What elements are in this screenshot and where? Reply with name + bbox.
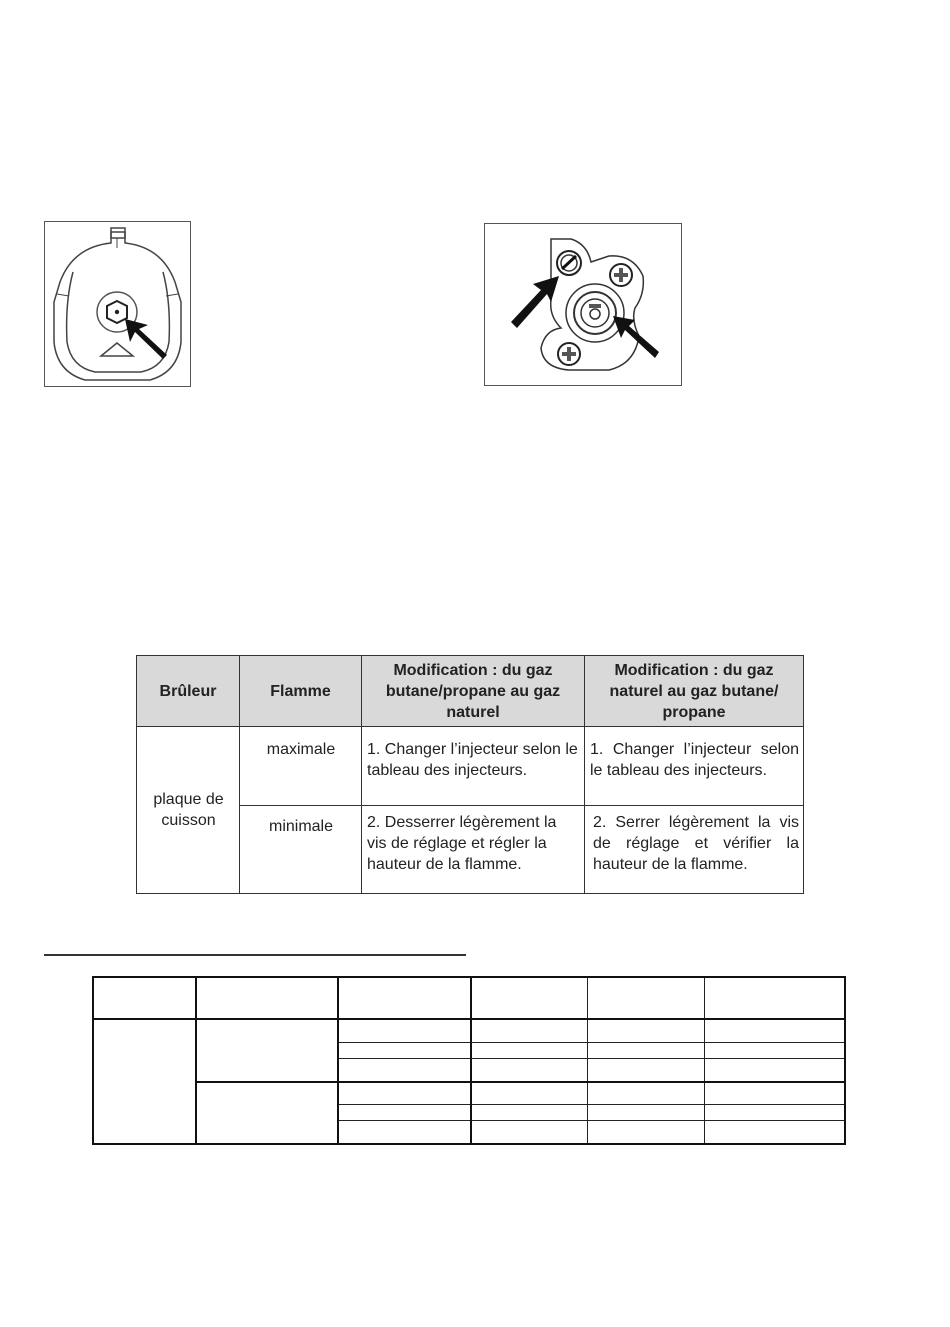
table-row [93,1082,845,1105]
injector-cell [587,1082,704,1105]
injector-cell [338,1019,471,1042]
injector-cell [338,1042,471,1058]
gas-modification-table [136,655,804,894]
injector-cell [338,1121,471,1144]
gas-tap-diagram [485,224,681,385]
to-natural-min-cell: 2. Desserrer légèrement la vis de réglage et régler la hauteur de la flamme. [362,806,585,894]
plus-screw-icon [610,264,632,286]
gas-tap-figure [484,223,682,386]
adjust-screw-icon [557,251,581,275]
header-to-butane-propane: Modification : du gaz naturel au gaz butane/ propane [585,656,804,727]
flame-min-cell: minimale [240,806,362,894]
injector-cell [587,1058,704,1081]
injector-cell [471,1121,587,1144]
section-divider [44,954,466,956]
injector-flame-cell [196,1082,338,1145]
flame-max-cell: maximale [240,727,362,806]
injector-header-cell [587,977,704,1019]
plus-screw-icon [558,343,580,365]
injector-burner-cell [93,1019,196,1144]
injector-table [92,976,846,1145]
injector-header-cell [196,977,338,1019]
injector-cell [704,1042,845,1058]
table-row [93,1019,845,1042]
header-burner: Brûleur [137,656,240,727]
injector-cell [338,1058,471,1081]
injector-header-cell [338,977,471,1019]
burner-cell: plaque de cuisson [137,727,240,894]
to-butane-min-cell: 2. Serrer légèrement la vis de réglage et vérifier la hauteur de la flamme. [585,806,804,894]
injector-cell [471,1082,587,1105]
hex-nut-icon [107,301,127,323]
injector-cell [587,1019,704,1042]
injector-header-cell [93,977,196,1019]
injector-cell [587,1042,704,1058]
header-flame: Flamme [240,656,362,727]
injector-header-cell [704,977,845,1019]
injector-flame-cell [196,1019,338,1082]
table-header-row [137,656,804,727]
injector-header-row [93,977,845,1019]
injector-cell [471,1042,587,1058]
burner-injector-figure [44,221,191,387]
injector-cell [704,1019,845,1042]
injector-cell [471,1105,587,1121]
injector-cell [704,1105,845,1121]
header-to-natural-gas: Modification : du gaz butane/propane au gaz naturel [362,656,585,727]
injector-cell [587,1121,704,1144]
arrow-icon [511,276,559,328]
to-natural-max-cell: 1. Changer l’injecteur selon le tableau des injecteurs. [362,727,585,806]
injector-cell [471,1019,587,1042]
arrow-icon [613,316,659,358]
to-butane-max-cell: 1. Changer l’injecteur selon le tableau des injecteurs. [585,727,804,806]
injector-cell [471,1058,587,1081]
injector-header-cell [471,977,587,1019]
table-row [137,727,804,806]
injector-cell [338,1082,471,1105]
arrow-icon [125,319,167,359]
injector-cell [587,1105,704,1121]
injector-cell [704,1058,845,1081]
injector-cell [338,1105,471,1121]
injector-cell [704,1082,845,1105]
burner-diagram [45,222,190,386]
injector-cell [704,1121,845,1144]
